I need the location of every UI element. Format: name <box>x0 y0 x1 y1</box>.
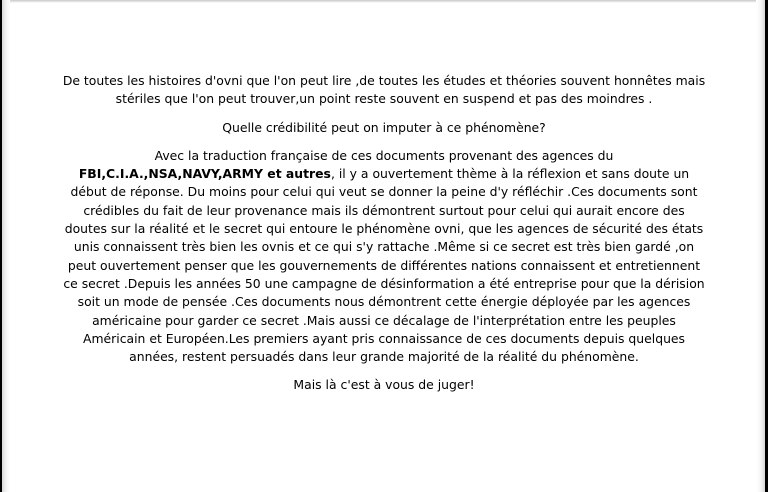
closing-paragraph: Mais là c'est à vous de juger! <box>293 377 475 393</box>
intro-paragraph: De toutes les histoires d'ovni que l'on peut lire ,de toutes les études et théories souvent honnêtes mais stériles que l'on peut trouver,un point reste souvent en suspend et pas des moindres . <box>62 73 706 107</box>
window-left-edge <box>0 0 10 492</box>
article-body <box>62 72 706 405</box>
question-paragraph: Quelle crédibilité peut on imputer à ce phénomène? <box>222 119 546 135</box>
window-top-edge <box>0 0 768 3</box>
agencies-list: FBI,C.I.A.,NSA,NAVY,ARMY et autres <box>78 166 331 182</box>
main-paragraph-lead: Avec la traduction française de ces documents provenant des agences du <box>154 147 614 163</box>
window-right-edge <box>756 0 768 492</box>
main-paragraph-rest: , il y a ouvertement thème à la réflexion et sans doute un début de réponse. Du moins pour celui qui veut se donner la peine d'y réfléchir .Ces documents sont crédibles du fait de leur provenance mais ils démontrent surtout pour celui qui aurait encore des doutes sur la réalité et le secret qui entoure le phénomène ovni, que les agences de sécurité des états unis connaissent très bien les ovnis et ce qui s'y rattache .Même si ce secret est très bien gardé ,on peut ouvertement penser que les gouvernements de différentes nations connaissent et entretiennent ce secret .Depuis les années 50 une campagne de désinformation a été entreprise pour que la dérision soit un mode de pensée .Ces documents nous démontrent cette énergie déployée par les agences américaine pour garder ce secret .Mais aussi ce décalage de l'interprétation entre les peuples Américain et Européen.Les premiers ayant pris connaissance de ces documents depuis quelques années, restent persuadés dans leur grande majorité de la réalité du phénomène. <box>63 166 705 365</box>
main-paragraph <box>62 147 706 367</box>
